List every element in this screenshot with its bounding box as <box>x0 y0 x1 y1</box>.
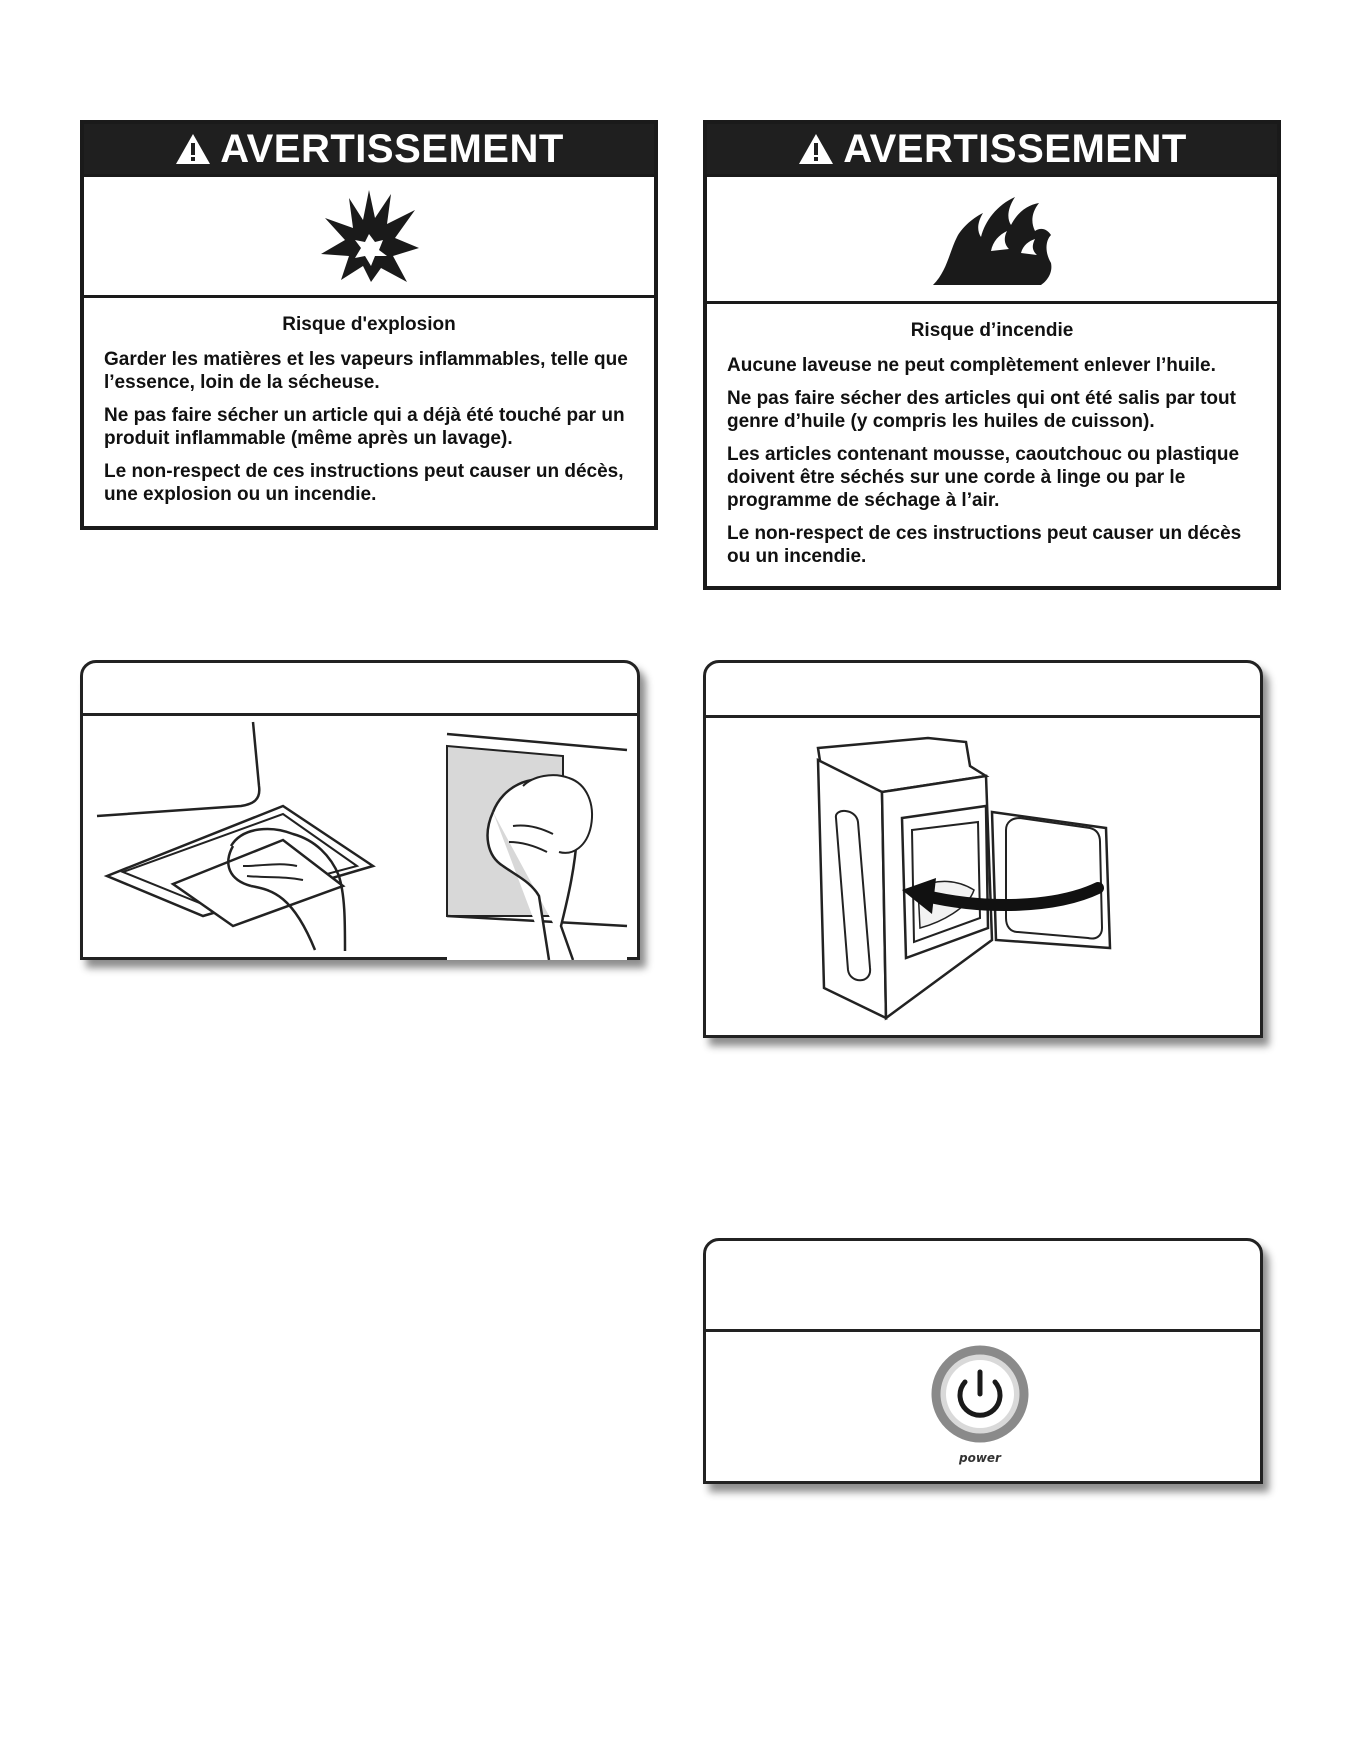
power-label: power <box>959 1451 1001 1465</box>
power-button[interactable] <box>934 1348 1026 1440</box>
warning-triangle-icon <box>174 132 212 166</box>
lint-screen-cleaning-illustration <box>83 716 637 960</box>
hazard-subtitle: Risque d'explosion <box>282 314 456 335</box>
warning-paragraph: Ne pas faire sécher un article qui a déjà été touché par un produit inflammable (même après un lavage). <box>104 405 625 449</box>
hazard-symbol-area <box>707 174 1277 304</box>
lint-screen-panel <box>80 660 640 960</box>
hazard-symbol-area <box>84 174 654 298</box>
warning-paragraph: Le non-respect de ces instructions peut causer un décès, une explosion ou un incendie. <box>104 461 624 505</box>
power-panel <box>703 1238 1263 1484</box>
warning-paragraph: Aucune laveuse ne peut complètement enlever l’huile. <box>727 355 1216 376</box>
warning-explosion <box>80 120 658 530</box>
panel-title-bar <box>83 663 637 716</box>
warning-paragraph: Ne pas faire sécher des articles qui ont été salis par tout genre d’huile (y compris les huiles de cuisson). <box>727 388 1236 432</box>
warning-header: AVERTISSEMENT <box>707 124 1277 174</box>
explosion-icon <box>319 190 419 282</box>
warning-header: AVERTISSEMENT <box>84 124 654 174</box>
panel-title-bar <box>706 663 1260 718</box>
dryer-loading-illustration <box>706 718 1260 1038</box>
warning-paragraph: Garder les matières et les vapeurs inflammables, telle que l’essence, loin de la sécheuse. <box>104 349 628 393</box>
power-button-illustration <box>706 1332 1260 1482</box>
warning-triangle-icon <box>797 132 835 166</box>
warning-paragraph: Le non-respect de ces instructions peut causer un décès ou un incendie. <box>727 523 1242 567</box>
warning-paragraph: Les articles contenant mousse, caoutchouc ou plastique doivent être séchés sur une corde à linge ou par le programme de séchage à l’air. <box>727 444 1240 511</box>
hazard-subtitle: Risque d’incendie <box>910 320 1074 341</box>
fire-icon <box>927 191 1057 287</box>
panel-title-bar <box>706 1241 1260 1332</box>
dryer-panel <box>703 660 1263 1038</box>
warning-fire <box>703 120 1281 590</box>
